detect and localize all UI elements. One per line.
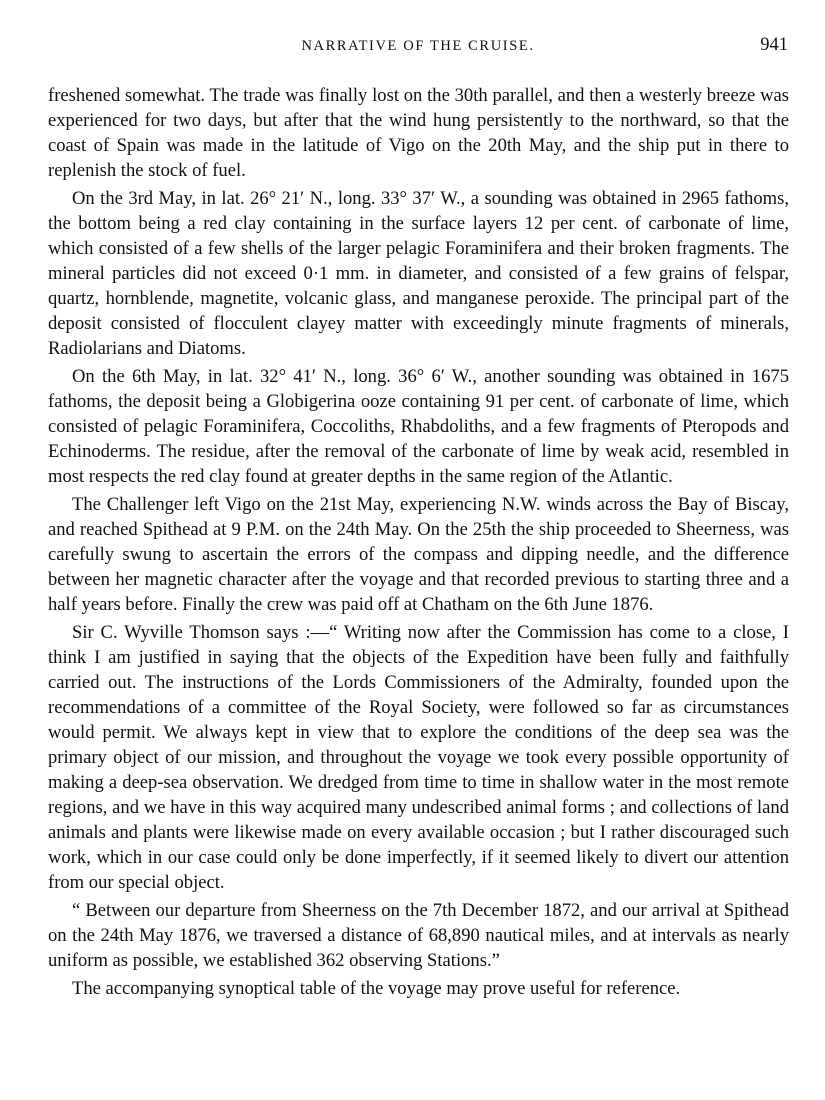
body-text: [48, 83, 789, 1004]
page-header: [48, 34, 788, 64]
paragraph-return-voyage: The Challenger left Vigo on the 21st May, experiencing N.W. winds across the Bay of Biscay, and reached Spithead at 9 P.M. on the 24th May. On the 25th the ship proceeded to Sheerness, was carefully swung to ascertain the errors of the compass and dipping needle, and the difference between her magnetic character after the voyage and that recorded previous to starting three and a half years before. Finally the crew was paid off at Chatham on the 6th June 1876.: [48, 494, 789, 615]
paragraph-sounding-6th-may: On the 6th May, in lat. 32° 41′ N., long. 36° 6′ W., another sounding was obtained in 1675 fathoms, the deposit being a Globigerina ooze containing 91 per cent. of carbonate of lime, which consisted of pelagic Foraminifera, Coccoliths, Rhabdoliths, and a few fragments of Pteropods and Echinoderms. The residue, after the removal of the carbonate of lime by weak acid, resembled in most respects the red clay found at greater depths in the same region of the Atlantic.: [48, 366, 789, 487]
paragraph-distance-stations: “ Between our departure from Sheerness on the 7th December 1872, and our arrival at Spithead on the 24th May 1876, we traversed a distance of 68,890 nautical miles, and at intervals as nearly uniform as possible, we established 362 observing Stations.”: [48, 900, 789, 971]
paragraph-sounding-3rd-may: On the 3rd May, in lat. 26° 21′ N., long. 33° 37′ W., a sounding was obtained in 2965 fathoms, the bottom being a red clay containing in the surface layers 12 per cent. of carbonate of lime, which consisted of a few shells of the larger pelagic Foraminifera and their broken fragments. The mineral particles did not exceed 0·1 mm. in diameter, and consisted of a few grains of felspar, quartz, hornblende, magnetite, volcanic glass, and manganese peroxide. The principal part of the deposit consisted of flocculent clayey matter with exceedingly minute fragments of minerals, Radiolarians and Diatoms.: [48, 188, 789, 359]
paragraph-synoptical-table: The accompanying synoptical table of the voyage may prove useful for reference.: [72, 978, 681, 999]
paragraph-continuation: freshened somewhat. The trade was finally lost on the 30th parallel, and then a westerly breeze was experienced for two days, but after that the wind hung persistently to the northward, so that the coast of Spain was made in the latitude of Vigo on the 20th May, and the ship put in there to replenish the stock of fuel.: [48, 85, 789, 181]
paragraph-thomson-quote: Sir C. Wyville Thomson says :—“ Writing now after the Commission has come to a close, I think I am justified in saying that the objects of the Expedition have been fully and faithfully carried out. The instructions of the Lords Commissioners of the Admiralty, founded upon the recommendations of a committee of the Royal Society, were followed so far as circumstances would permit. We always kept in view that to explore the conditions of the deep sea was the primary object of our mission, and throughout the voyage we took every possible opportunity of making a deep-sea observation. We dredged from time to time in shallow water in the most remote regions, and we have in this way acquired many undescribed animal forms ; and collections of land animals and plants were likewise made on every available occasion ; but I rather discouraged such work, which in our case could only be done imperfectly, if it seemed likely to divert our attention from our special object.: [48, 622, 789, 893]
running-title: NARRATIVE OF THE CRUISE.: [301, 38, 535, 54]
page-number: 941: [760, 35, 788, 55]
